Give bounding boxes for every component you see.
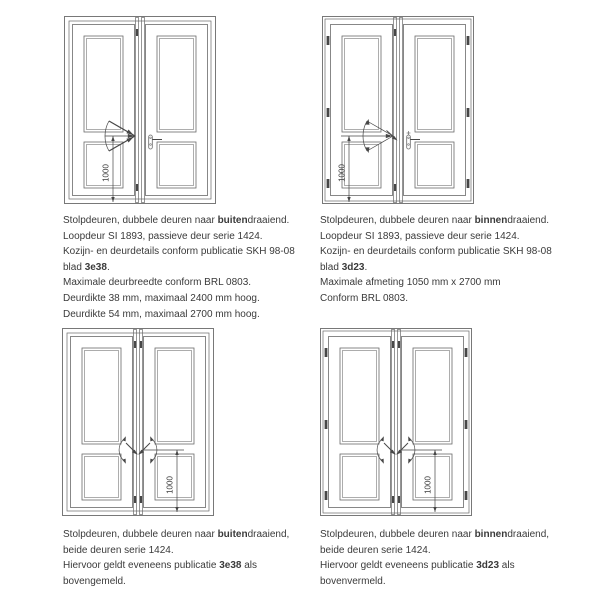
dimension-label: 1000: [165, 476, 175, 494]
dimension: [402, 450, 442, 512]
caption-text: Maximale deurbreedte conform BRL 0803.: [63, 277, 252, 289]
dimension: [144, 450, 184, 512]
caption-text: blad: [63, 261, 85, 273]
caption-line: [320, 244, 552, 260]
dimension: [102, 134, 136, 202]
door-leaves: [331, 18, 466, 203]
caption-text: beide deuren serie 1424.: [63, 544, 174, 556]
caption-line: [63, 558, 289, 574]
caption-text: Stolpdeuren, dubbele deuren naar: [63, 215, 218, 226]
caption-line: [63, 574, 289, 590]
door-diagram: [322, 16, 474, 204]
caption-text: draaiend.: [247, 215, 290, 226]
door-diagram: [62, 328, 214, 516]
caption-text: draaiend,: [247, 529, 290, 540]
caption-text: draaiend.: [507, 215, 550, 226]
caption-bold-text: 3e38: [219, 560, 242, 572]
caption-line: [63, 527, 289, 543]
dimension: [338, 134, 394, 202]
caption-line: [320, 543, 549, 559]
caption-line: [63, 213, 295, 229]
caption-bold-text: binnen: [474, 529, 508, 540]
caption-text: beide deuren serie 1424.: [320, 544, 431, 556]
caption-line: [63, 543, 289, 559]
caption-text: bovenvermeld.: [320, 575, 386, 587]
caption-line: [63, 229, 295, 245]
door-diagram: [64, 16, 216, 204]
hinge-icons: [325, 348, 468, 500]
caption-bold-text: buiten: [217, 215, 248, 226]
caption-line: [320, 574, 549, 590]
caption-text: Deurdikte 54 mm, maximaal 2700 mm hoog.: [63, 308, 260, 320]
door-leaves: [71, 330, 206, 515]
caption-line: [63, 260, 295, 276]
caption-text: Hiervoor geldt eveneens publicatie: [320, 560, 477, 572]
caption-text: Loopdeur SI 1893, passieve deur serie 1424.: [63, 230, 263, 242]
caption-text: bovengemeld.: [63, 575, 126, 587]
caption-text: draaiend,: [507, 529, 550, 540]
caption-text: Hiervoor geldt eveneens publicatie: [63, 560, 220, 572]
door-drawing-bottom-right: [320, 328, 472, 516]
door-diagram: [320, 328, 472, 516]
caption-bold-text: 3e38: [84, 261, 107, 273]
figure-caption-bottom-left: [63, 527, 289, 589]
caption-line: [63, 244, 295, 260]
caption-text: Loopdeur SI 1893, passieve deur serie 1424.: [320, 230, 520, 242]
caption-bold-text: buiten: [217, 529, 248, 540]
caption-text: blad: [320, 261, 342, 273]
caption-text: Stolpdeuren, dubbele deuren naar: [320, 215, 475, 226]
door-leaves: [329, 330, 464, 515]
caption-line: [320, 275, 552, 291]
caption-text: Stolpdeuren, dubbele deuren naar: [320, 529, 475, 540]
caption-line: [320, 558, 549, 574]
door-frame: [65, 17, 216, 204]
caption-text: Stolpdeuren, dubbele deuren naar: [63, 529, 218, 540]
caption-bold-text: binnen: [474, 215, 508, 226]
caption-text: Kozijn- en deurdetails conform publicatie SKH 98-08: [320, 246, 552, 258]
caption-text: als: [499, 560, 515, 572]
door-drawing-top-right: [322, 16, 474, 204]
caption-text: als: [241, 560, 258, 572]
caption-text: Kozijn- en deurdetails conform publicatie SKH 98-08: [63, 246, 295, 258]
caption-text: .: [106, 261, 110, 273]
door-handle-icon: [407, 131, 420, 149]
caption-line: [63, 291, 295, 307]
caption-text: Conform BRL 0803.: [320, 292, 409, 304]
figure-caption-top-right: [320, 213, 552, 307]
caption-line: [320, 213, 552, 229]
door-frame: [321, 329, 472, 516]
caption-line: [320, 260, 552, 276]
caption-text: Deurdikte 38 mm, maximaal 2400 mm hoog.: [63, 292, 260, 304]
dimension-label: 1000: [423, 476, 433, 494]
figure-caption-bottom-right: [320, 527, 549, 589]
caption-line: [320, 527, 549, 543]
caption-text: .: [364, 261, 368, 273]
caption-line: [320, 229, 552, 245]
dimension-label: 1000: [337, 164, 347, 182]
caption-text: Maximale afmeting 1050 mm x 2700 mm: [320, 277, 501, 289]
door-leaves: [73, 18, 208, 203]
door-drawing-top-left: [64, 16, 216, 204]
figure-caption-top-left: [63, 213, 295, 322]
caption-line: [63, 275, 295, 291]
door-frame: [63, 329, 214, 516]
door-drawing-bottom-left: [62, 328, 214, 516]
dimension-label: 1000: [101, 164, 111, 182]
caption-line: [320, 291, 552, 307]
caption-bold-text: 3d23: [476, 560, 500, 572]
hinge-icons: [327, 36, 470, 188]
caption-line: [63, 307, 295, 323]
caption-bold-text: 3d23: [341, 261, 365, 273]
